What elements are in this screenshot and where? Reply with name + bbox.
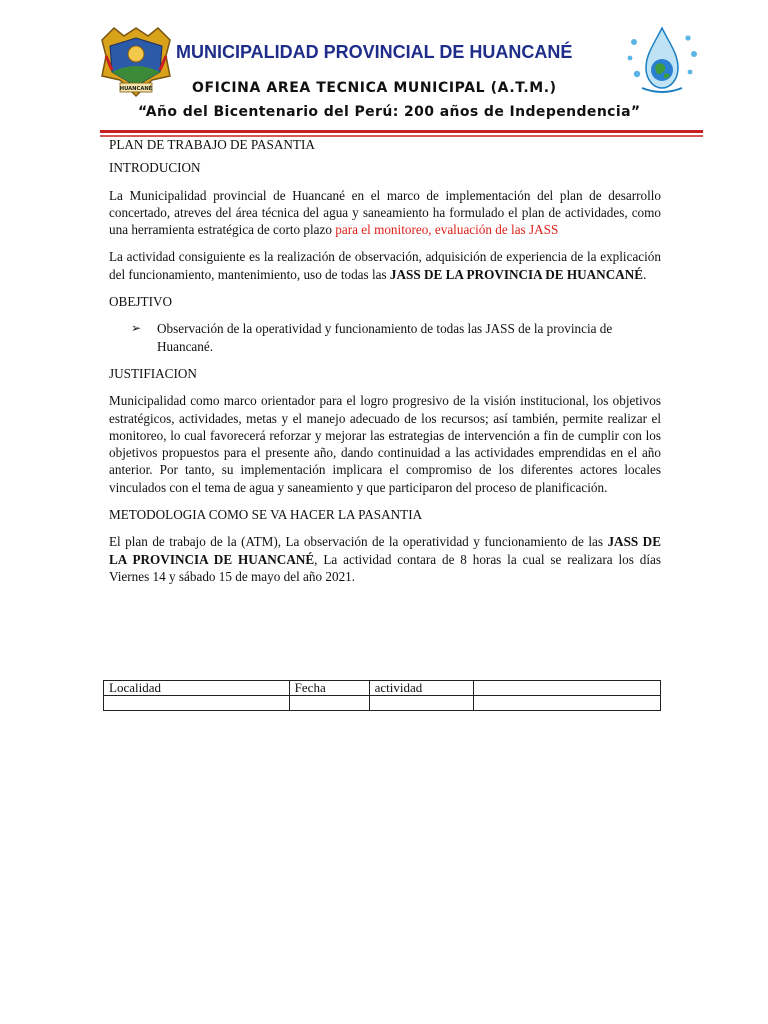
table-header-row: [104, 681, 661, 696]
document-body: [109, 136, 661, 585]
table-header-cell: actividad: [369, 681, 474, 696]
activity-table: [103, 680, 661, 711]
intro-p1-text: La Municipalidad provincial de Huancané en el marco de implementación del plan de desarrollo concertado, atreves del área técnica del agua y saneamiento ha formulado el plan de actividades, como una herramienta estratégica de corto plazo: [109, 187, 661, 238]
objective-heading: OBEJTIVO: [109, 294, 173, 310]
arrow-bullet-icon: ➢: [131, 321, 142, 336]
table-cell: [369, 696, 474, 711]
table-header-cell: [474, 681, 661, 696]
objective-list-item: [109, 320, 661, 355]
table-cell: [289, 696, 369, 711]
table-header-cell: Localidad: [104, 681, 290, 696]
municipality-title: MUNICIPALIDAD PROVINCIAL DE HUANCANÉ: [176, 42, 573, 62]
methodology-text-1: El plan de trabajo de la (ATM), La observación de la operatividad y funcionamiento de las: [109, 534, 608, 550]
water-drop-globe-logo: [624, 26, 700, 96]
introduction-paragraph-1: [109, 187, 661, 239]
introduction-paragraph-2: [109, 248, 661, 283]
plan-title: PLAN DE TRABAJO DE PASANTIA: [109, 137, 315, 152]
introduction-heading: INTRODUCION: [109, 160, 201, 176]
intro-p1-highlight: para el monitoreo, evaluación de las JASS: [335, 222, 559, 238]
document-header: [0, 0, 768, 140]
office-name: OFICINA AREA TECNICA MUNICIPAL (A.T.M.): [192, 80, 557, 96]
table-cell: [474, 696, 661, 711]
justification-paragraph: Municipalidad como marco orientador para el logro progresivo de la visión institucional, los objetivos estratégicos, actividades, metas y el manejo adecuado de los recursos; así también, permite realizar el monitoreo, lo cual favorecerá reforzar y mejorar las estrategias de intervención a fin de cumplir con los objetivos propuestos para el presente año, dando continuidad a las actividades emprendidas en el año anterior. Por tanto, su implementación implicara el compromiso de los diferentes actores locales vinculados con el tema de agua y saneamiento y que participaron del proceso de planificación.: [109, 393, 661, 495]
year-motto: “Año del Bicentenario del Perú: 200 años de Independencia”: [138, 104, 641, 120]
methodology-paragraph: [109, 533, 661, 585]
header-divider: [100, 130, 703, 133]
intro-p2-bold: JASS DE LA PROVINCIA DE HUANCANÉ: [389, 266, 644, 282]
methodology-heading: METODOLOGIA COMO SE VA HACER LA PASANTIA: [109, 507, 423, 523]
intro-p2-end: .: [643, 266, 647, 282]
municipal-coat-of-arms-logo: [100, 26, 172, 100]
methodology-text-2: , La actividad contara de 8 horas la cual se realizara los días Viernes 14 y sábado 15 de mayo del año 2021.: [109, 551, 661, 584]
table-row: [104, 696, 661, 711]
methodology-bold: JASS DE LA PROVINCIA DE HUANCANÉ: [109, 534, 662, 567]
justification-heading: JUSTIFIACION: [109, 365, 197, 381]
objective-item-text: Observación de la operatividad y funcionamiento de todas las JASS de la provincia de Huancané.: [157, 321, 613, 354]
intro-p2-text: La actividad consiguiente es la realización de observación, adquisición de experiencia de la explicación del funcionamiento, mantenimiento, uso de todas las: [109, 249, 661, 282]
table-cell: [104, 696, 290, 711]
table-header-cell: Fecha: [289, 681, 369, 696]
logo-caption: HUANCANÉ: [119, 86, 153, 92]
